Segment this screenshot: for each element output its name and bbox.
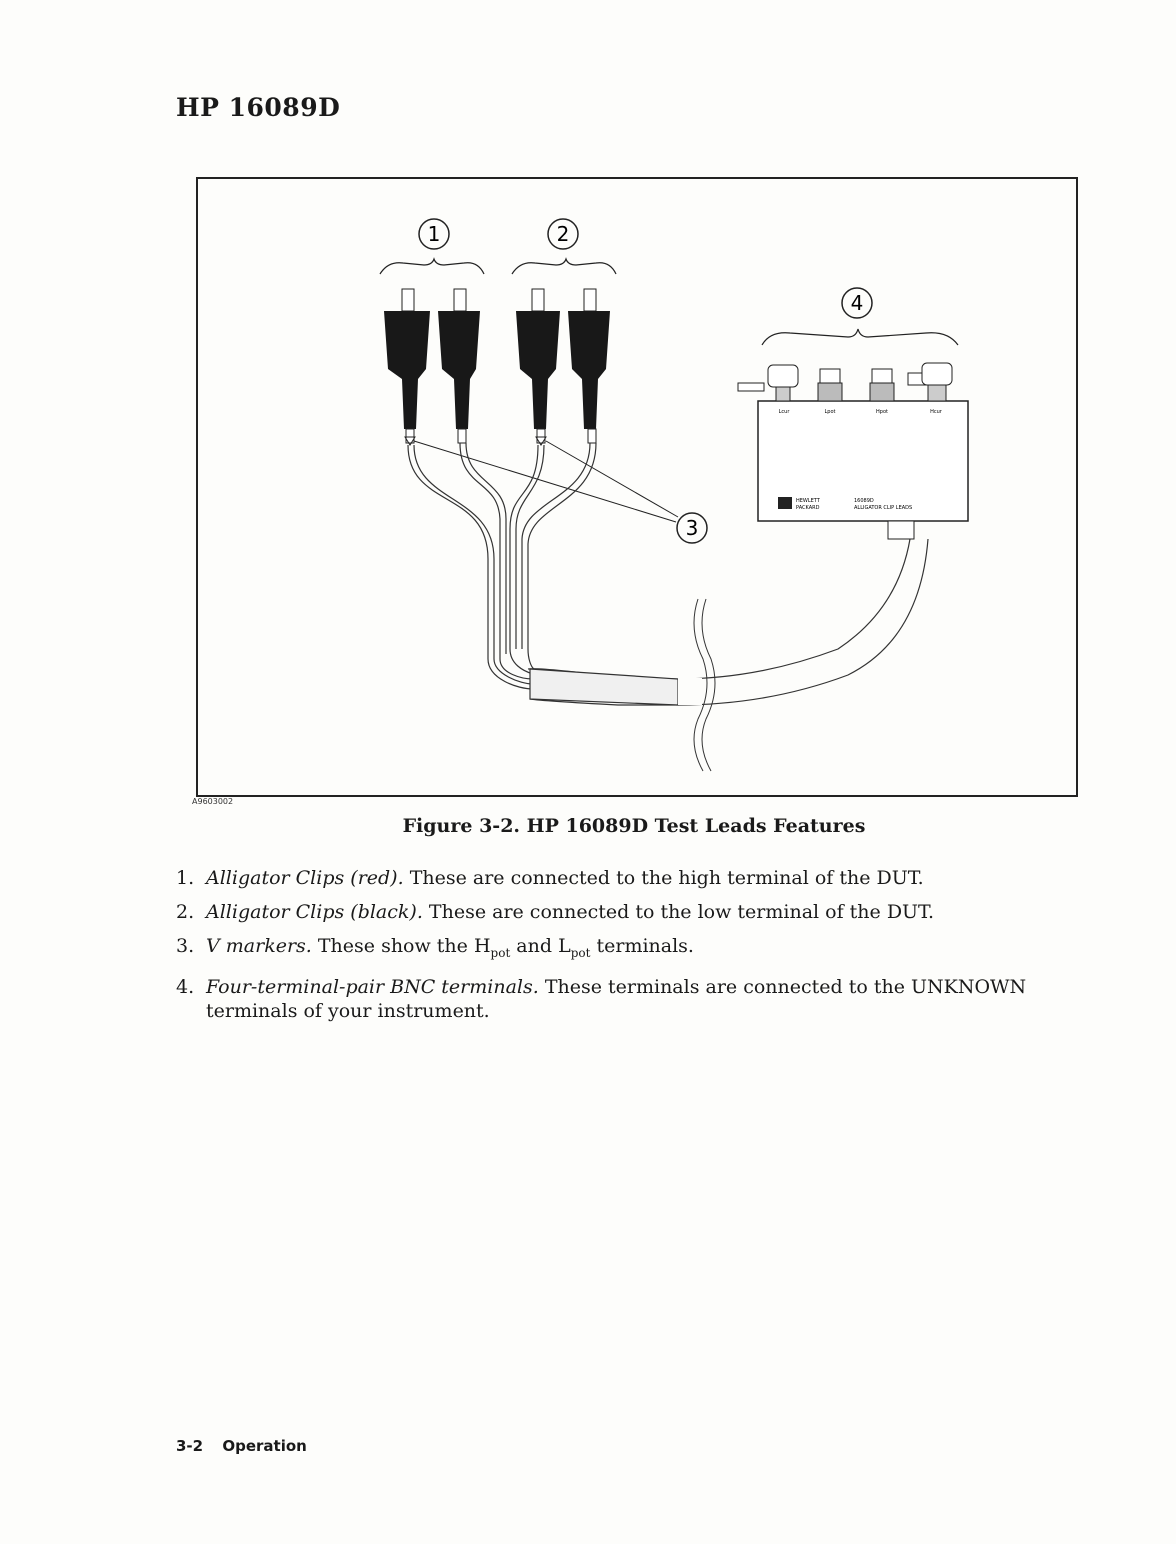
- brace-1: [380, 259, 484, 274]
- heat-shrink-sleeve: [530, 669, 678, 705]
- figure-caption: Figure 3-2. HP 16089D Test Leads Features: [402, 815, 866, 837]
- logo-line-1: HEWLETT: [796, 498, 820, 504]
- logo-line-2: PACKARD: [796, 505, 820, 511]
- bnc-terminal-hcur: [908, 363, 952, 401]
- page-header-title: HP 16089D: [176, 93, 341, 122]
- terminal-label-hpot: Hpot: [876, 409, 888, 415]
- main-cable: [528, 539, 910, 679]
- bnc-terminal-lcur: [738, 365, 798, 401]
- callout-1: [419, 219, 449, 249]
- list-item: 1. Alligator Clips (red). These are connected to the high terminal of the DUT.: [176, 867, 924, 889]
- brace-4: [762, 329, 958, 345]
- figure-id-label: A9603002: [192, 797, 234, 806]
- feature-list: [176, 866, 1056, 1033]
- callout-2-label: 2: [556, 222, 570, 246]
- list-item: 4. Four-terminal-pair BNC terminals. These terminals are connected to the UNKNOWN terminals of your instrument.: [176, 975, 1027, 1022]
- list-item: 2. Alligator Clips (black). These are connected to the low terminal of the DUT.: [176, 901, 934, 923]
- model-line-2: ALLIGATOR CLIP LEADS: [854, 505, 913, 511]
- figure-frame: [196, 177, 1078, 797]
- hp-logo-icon: [778, 497, 792, 509]
- bnc-terminal-lpot: [818, 369, 842, 401]
- terminal-label-lpot: Lpot: [824, 409, 836, 415]
- callout-1-label: 1: [427, 222, 441, 246]
- bnc-terminal-hpot: [870, 369, 894, 401]
- page-footer: [176, 1437, 307, 1455]
- callout-3: [677, 513, 707, 543]
- bnc-connector-box: [738, 363, 968, 539]
- list-item: 3. V markers. These show the $H_{pot}$ and $L_{pot}$ terminals.: [176, 935, 694, 960]
- callout-2: [548, 219, 578, 249]
- terminal-label-lcur: Lcur: [778, 409, 790, 415]
- alligator-clips-black: [516, 289, 610, 445]
- callout-4-label: 4: [850, 291, 864, 315]
- page-number: 3-2: [176, 1437, 204, 1455]
- alligator-clips-red: [384, 289, 480, 445]
- brace-2: [512, 259, 616, 274]
- test-lead-wires: [408, 443, 596, 689]
- model-line-1: 16089D: [854, 498, 874, 504]
- terminal-label-hcur: Hcur: [930, 409, 942, 415]
- callout-4: [842, 288, 872, 318]
- callout-3-label: 3: [685, 516, 699, 540]
- test-leads-illustration: [198, 179, 1076, 795]
- section-name: Operation: [222, 1437, 307, 1455]
